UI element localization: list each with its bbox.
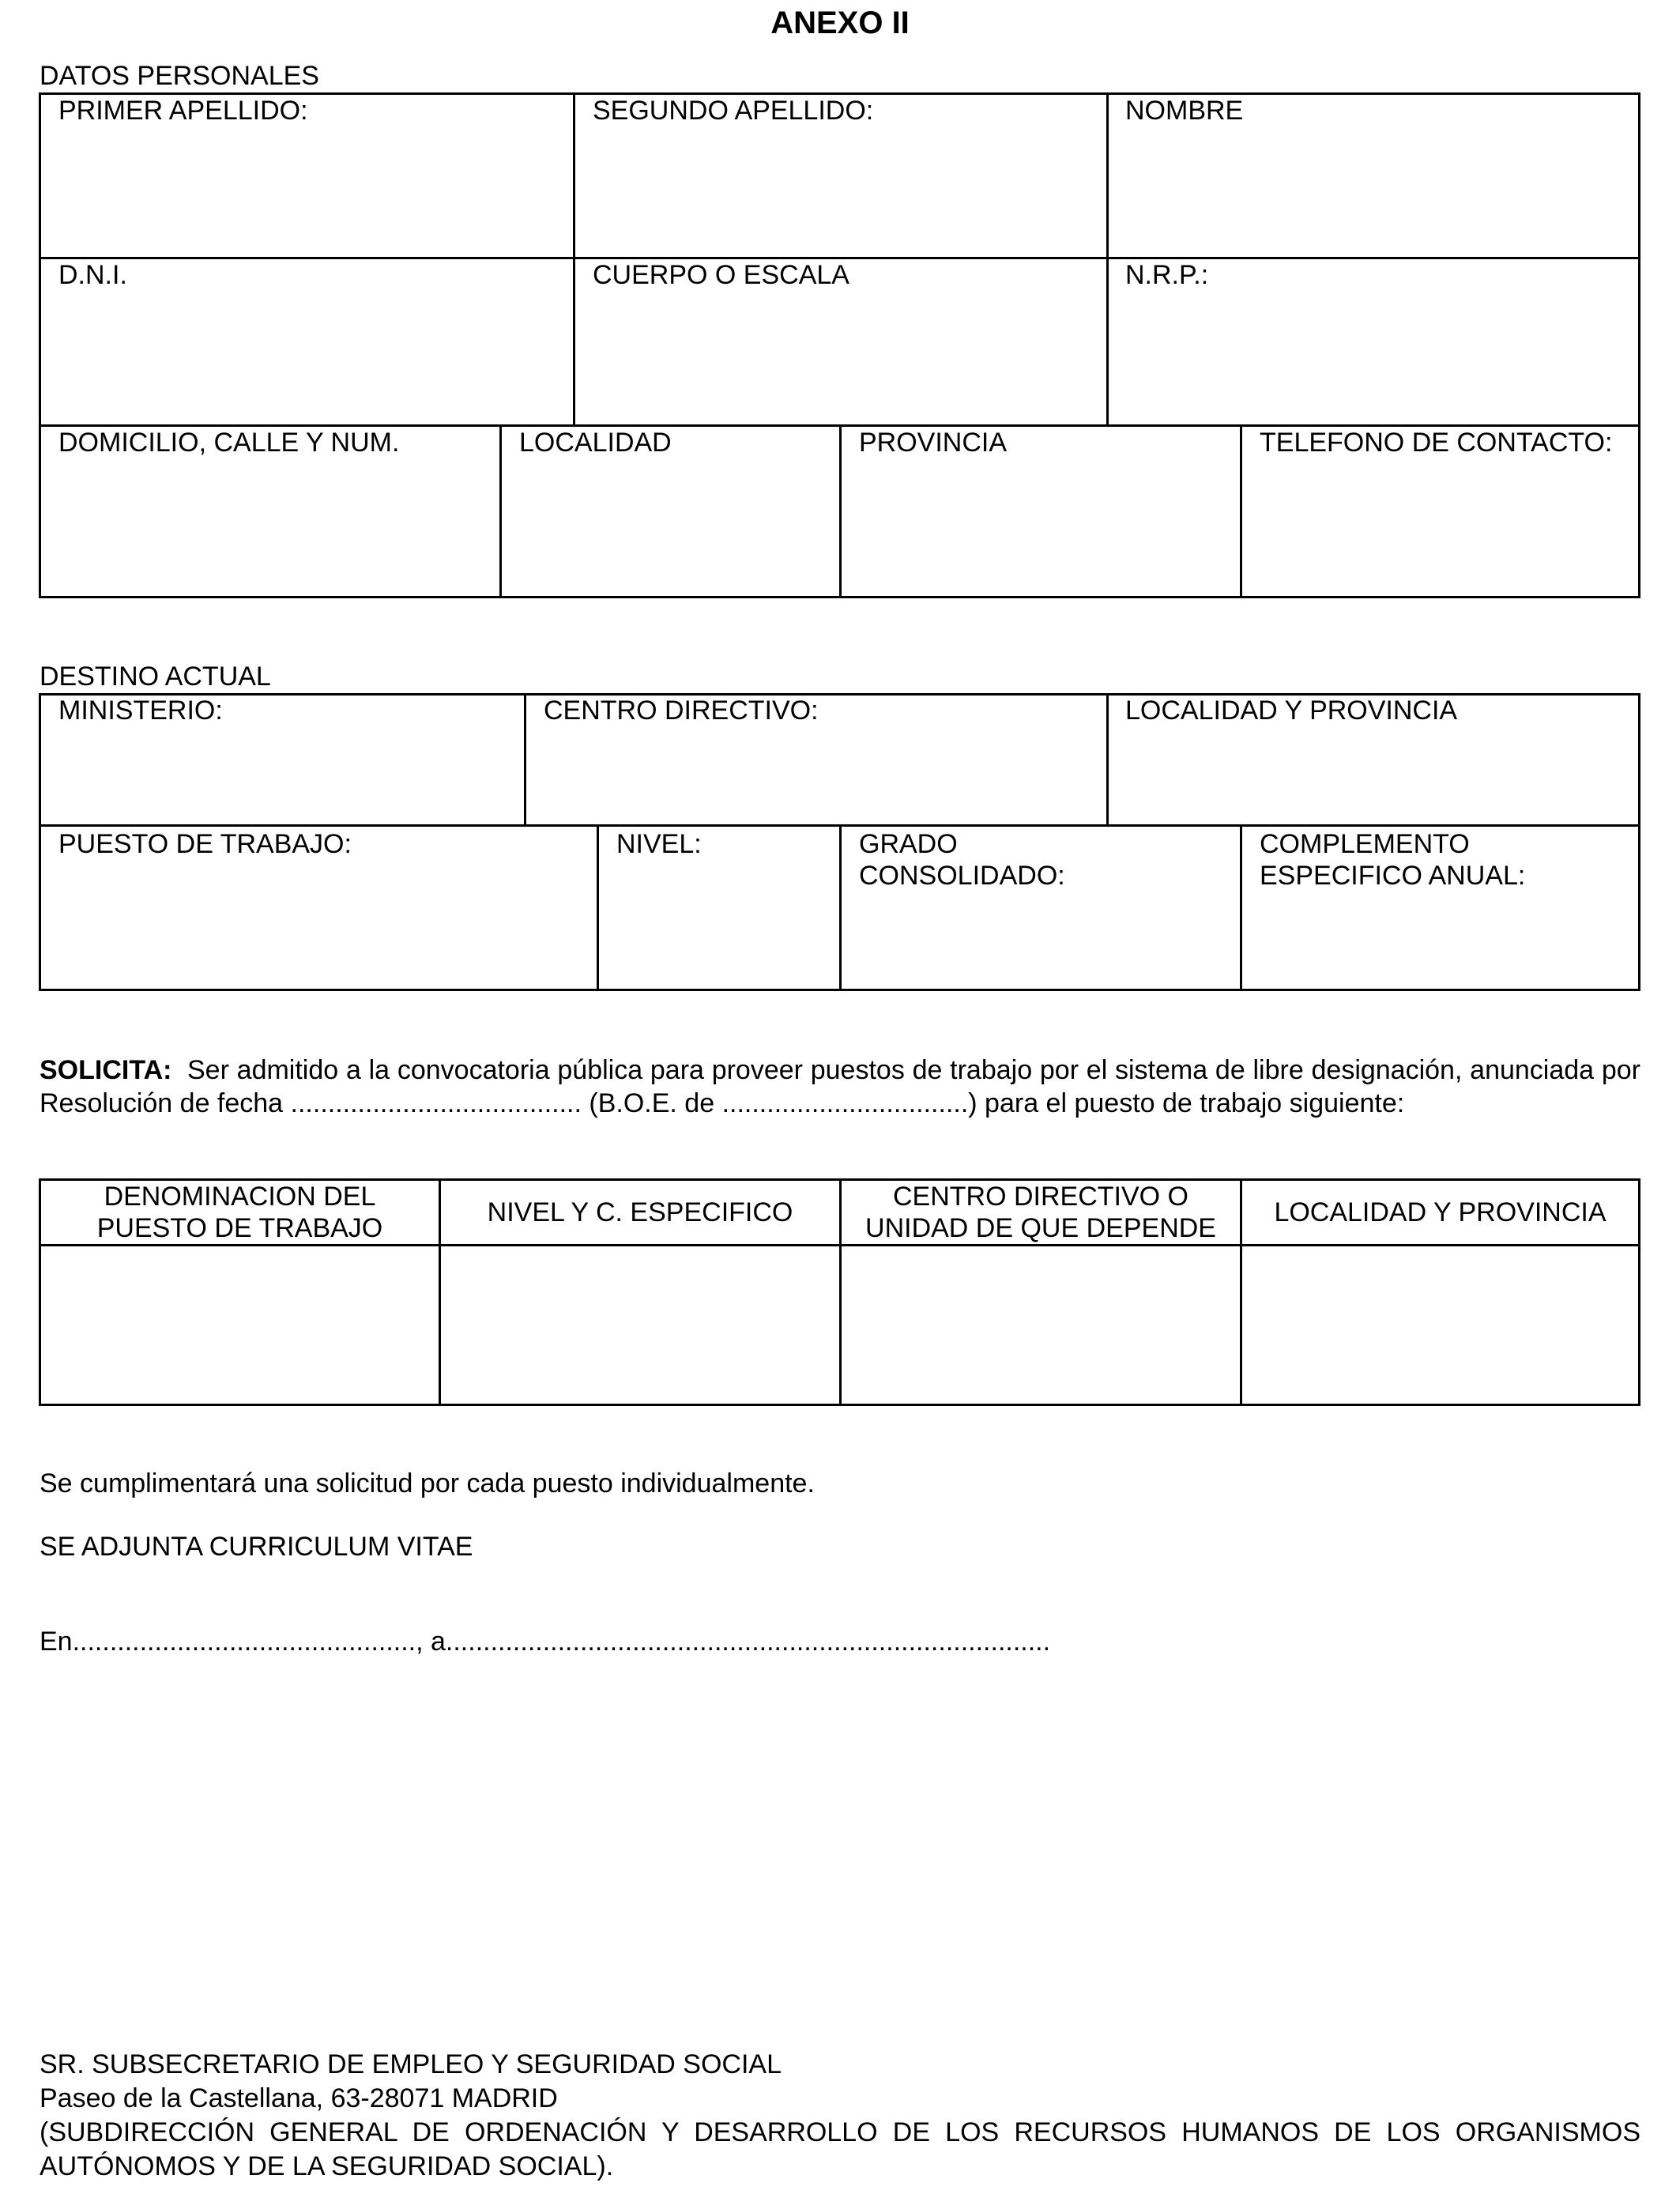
localidad-provincia-field[interactable] [1111,729,1637,820]
destino-actual-heading: DESTINO ACTUAL [40,662,271,692]
grado-consolidado-label: GRADO CONSOLIDADO: [859,829,1065,891]
col-header-denominacion: DENOMINACION DEL PUESTO DE TRABAJO [96,1182,383,1243]
nivel-label: NIVEL: [616,829,702,859]
nrp-label: N.R.P.: [1125,260,1209,290]
nombre-field[interactable] [1111,130,1637,253]
provincia-field[interactable] [844,462,1237,593]
table-rule [839,424,842,598]
segundo-apellido-field[interactable] [578,130,1103,253]
table-rule [524,693,526,824]
nivel-field[interactable] [601,893,836,986]
table-rule [499,424,502,598]
solicita-paragraph [40,1054,1640,1120]
domicilio-field[interactable] [43,462,495,593]
note-curriculum: SE ADJUNTA CURRICULUM VITAE [40,1532,473,1562]
addressee-title: SR. SUBSECRETARIO DE EMPLEO Y SEGURIDAD SOCIAL [40,2049,782,2079]
table-rule [573,92,575,424]
centro-directivo-field[interactable] [529,729,1103,820]
addressee-department: (SUBDIRECCIÓN GENERAL DE ORDENACIÓN Y DESARROLLO DE LOS RECURSOS HUMANOS DE LOS ORGANISMOS AUTÓNOMOS Y DE LA SEGURIDAD SOCIAL). [40,2117,1640,2181]
col-header-centro-directivo: CENTRO DIRECTIVO O UNIDAD DE QUE DEPENDE [865,1182,1216,1243]
nivel-especifico-field[interactable] [443,1249,836,1401]
centro-directivo-label: CENTRO DIRECTIVO: [544,696,819,726]
localidad-provincia-label: LOCALIDAD Y PROVINCIA [1125,696,1458,726]
table-rule [1106,92,1109,424]
addressee-address: Paseo de la Castellana, 63-28071 MADRID [40,2083,558,2113]
place-date-line[interactable]: En.............................................., a................................................................................. [40,1627,1051,1657]
localidad-field[interactable] [504,462,836,593]
table-rule [1240,824,1242,991]
solicita-label: SOLICITA: [40,1055,172,1085]
domicilio-label: DOMICILIO, CALLE Y NUM. [58,428,400,458]
centro-directivo-unidad-field[interactable] [844,1249,1237,1401]
segundo-apellido-label: SEGUNDO APELLIDO: [593,96,874,126]
complemento-especifico-field[interactable] [1245,893,1637,986]
nrp-field[interactable] [1111,294,1637,420]
solicita-text: Ser admitido a la convocatoria pública para proveer puestos de trabajo por el sistema de libre designación, anunciada por Resolución de fecha ....................................... (B.O.E. de .................................) para el puesto de trabajo siguiente: [40,1055,1640,1118]
col-header-nivel: NIVEL Y C. ESPECIFICO [487,1197,793,1227]
dni-label: D.N.I. [58,260,127,290]
table-rule [1240,424,1242,598]
note-one-request: Se cumplimentará una solicitud por cada puesto individualmente. [40,1468,815,1498]
col-header-localidad-provincia: LOCALIDAD Y PROVINCIA [1274,1197,1607,1227]
table-rule [839,824,842,991]
primer-apellido-field[interactable] [43,130,569,253]
puesto-trabajo-field[interactable] [43,893,593,986]
grado-consolidado-field[interactable] [844,893,1237,986]
provincia-label: PROVINCIA [859,428,1008,458]
ministerio-field[interactable] [43,729,520,820]
denominacion-field[interactable] [43,1249,435,1401]
localidad-provincia-puesto-field[interactable] [1245,1249,1637,1401]
dni-field[interactable] [43,294,569,420]
table-rule [1106,693,1109,824]
telefono-label: TELEFONO DE CONTACTO: [1260,428,1613,458]
localidad-label: LOCALIDAD [519,428,672,458]
datos-personales-heading: DATOS PERSONALES [40,61,319,91]
primer-apellido-label: PRIMER APELLIDO: [58,96,308,126]
complemento-especifico-label: COMPLEMENTO ESPECIFICO ANUAL: [1260,829,1526,891]
telefono-field[interactable] [1245,462,1637,593]
document-title: ANEXO II [770,6,910,40]
ministerio-label: MINISTERIO: [58,696,223,726]
table-rule [597,824,599,991]
cuerpo-escala-field[interactable] [578,294,1103,420]
nombre-label: NOMBRE [1125,96,1244,126]
cuerpo-escala-label: CUERPO O ESCALA [593,260,849,290]
puesto-trabajo-label: PUESTO DE TRABAJO: [58,829,352,859]
